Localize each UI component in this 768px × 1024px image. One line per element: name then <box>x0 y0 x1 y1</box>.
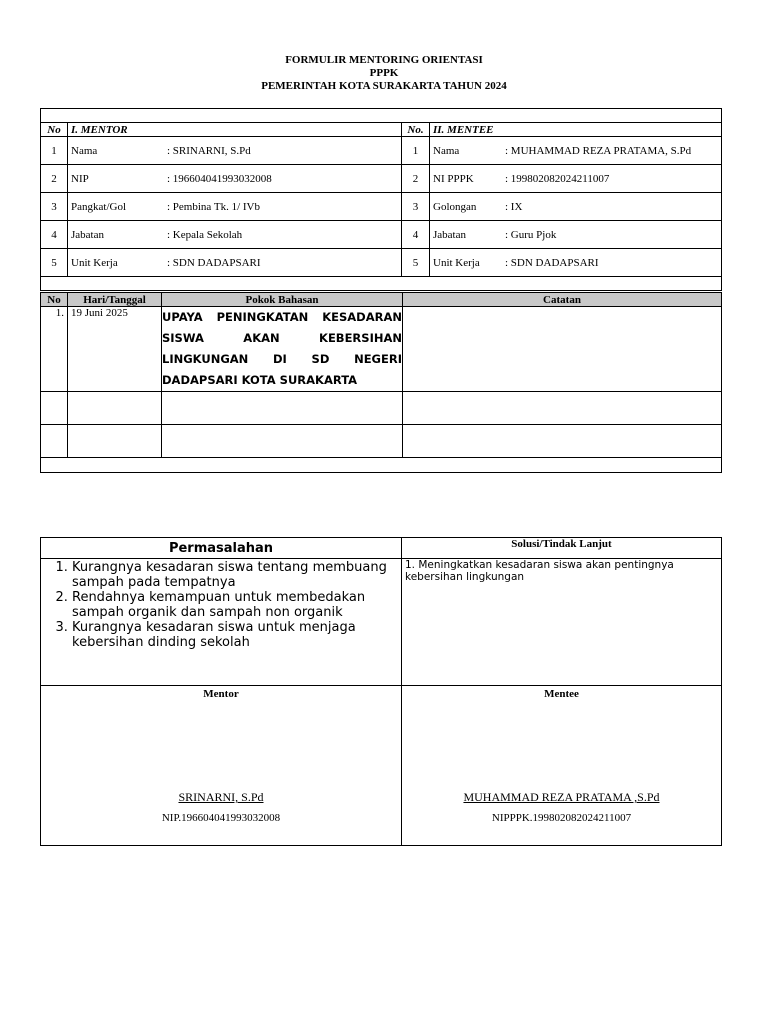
mentor-row-label: Pangkat/Gol <box>71 200 126 213</box>
activity-notes-header: Catatan <box>403 293 722 307</box>
identity-row <box>41 165 722 193</box>
title-line-3: PEMERINTAH KOTA SURAKARTA TAHUN 2024 <box>261 80 507 92</box>
identity-row <box>41 193 722 221</box>
problems-header: Permasalahan <box>41 538 402 559</box>
identity-row <box>41 221 722 249</box>
mentee-row-no: 5 <box>402 249 430 277</box>
mentor-row-no: 3 <box>41 193 68 221</box>
identity-table <box>40 108 722 291</box>
activity-header-row <box>41 293 722 307</box>
mentee-row-label: Nama <box>433 144 460 157</box>
activity-row-notes <box>403 307 722 392</box>
mentee-row-value: : MUHAMMAD REZA PRATAMA, S.Pd <box>505 144 692 157</box>
identity-header-row <box>41 123 722 137</box>
mentor-row-no: 1 <box>41 137 68 165</box>
mentee-row-label: Jabatan <box>433 228 466 241</box>
title-line-1: FORMULIR MENTORING ORIENTASI <box>285 54 483 66</box>
activity-topic-header: Pokok Bahasan <box>162 293 403 307</box>
mentor-row-label: Nama <box>71 144 98 157</box>
problems-list <box>44 560 398 650</box>
activity-footer-row <box>41 458 722 473</box>
solutions-header: Solusi/Tindak Lanjut <box>402 538 722 559</box>
mentor-row-value: : Pembina Tk. 1/ IVb <box>167 200 260 213</box>
mentor-row-no: 5 <box>41 249 68 277</box>
mentee-row-no: 1 <box>402 137 430 165</box>
problems-body-row <box>41 559 722 686</box>
identity-row <box>41 137 722 165</box>
mentee-row-no: 3 <box>402 193 430 221</box>
mentor-signature-name: SRINARNI, S.Pd <box>178 790 264 804</box>
mentee-row-value: : 199802082024211007 <box>505 172 610 185</box>
mentor-signature-role: Mentor <box>203 688 239 700</box>
mentor-row-value: : 196604041993032008 <box>167 172 272 185</box>
mentor-row-label: Jabatan <box>71 228 104 241</box>
mentee-signature-role: Mentee <box>544 688 579 700</box>
mentor-no-header: No <box>41 123 68 137</box>
mentor-row-label: NIP <box>71 172 89 185</box>
title-line-2: PPPK <box>369 67 399 79</box>
mentor-signature-nip: NIP.196604041993032008 <box>161 812 281 824</box>
signature-row <box>41 686 722 846</box>
mentor-row-no: 4 <box>41 221 68 249</box>
mentee-row-value: : Guru Pjok <box>505 228 557 241</box>
form-title <box>0 54 768 93</box>
mentor-row-value: : Kepala Sekolah <box>167 228 243 241</box>
mentor-row-no: 2 <box>41 165 68 193</box>
mentee-no-header: No. <box>402 123 430 137</box>
mentee-header: II. MENTEE <box>430 123 722 137</box>
mentee-row-no: 4 <box>402 221 430 249</box>
problem-item: 3. Kurangnya kesadaran siswa untuk menjaga kebersihan dinding sekolah <box>72 620 398 650</box>
solution-item: 1. Meningkatkan kesadaran siswa akan pentingnya kebersihan lingkungan <box>405 559 674 583</box>
problems-header-row <box>41 538 722 559</box>
problem-item: 1. Kurangnya kesadaran siswa tentang membuang sampah pada tempatnya <box>72 560 398 590</box>
identity-top-spacer <box>41 109 722 123</box>
mentor-row-label: Unit Kerja <box>71 256 118 269</box>
mentee-row-label: Golongan <box>433 200 477 213</box>
activity-row <box>41 307 722 392</box>
mentee-signature-name: MUHAMMAD REZA PRATAMA ,S.Pd <box>463 790 660 804</box>
problem-item: 2. Rendahnya kemampuan untuk membedakan sampah organik dan sampah non organik <box>72 590 398 620</box>
mentee-row-value: : SDN DADAPSARI <box>505 256 599 269</box>
identity-bottom-spacer <box>41 277 722 291</box>
mentee-row-label: NI PPPK <box>433 172 474 185</box>
mentor-header: I. MENTOR <box>68 123 402 137</box>
problems-solutions-table <box>40 537 722 846</box>
mentor-signature-cell <box>41 686 402 846</box>
mentor-row-value: : SRINARNI, S.Pd <box>167 144 251 157</box>
activity-no-header: No <box>41 293 68 307</box>
activity-empty-row <box>41 392 722 425</box>
activity-row-topic: UPAYA PENINGKATAN KESADARAN SISWA AKAN KEBERSIHAN LINGKUNGAN DI SD NEGERI DADAPSARI KOTA SURAKARTA <box>162 307 403 392</box>
mentee-row-no: 2 <box>402 165 430 193</box>
mentee-signature-cell <box>402 686 722 846</box>
mentee-signature-nip: NIPPPK.199802082024211007 <box>491 812 632 824</box>
mentor-row-value: : SDN DADAPSARI <box>167 256 261 269</box>
activity-date-header: Hari/Tanggal <box>68 293 162 307</box>
activity-empty-row <box>41 425 722 458</box>
identity-row <box>41 249 722 277</box>
activity-row-no: 1. <box>41 307 68 392</box>
activity-row-date: 19 Juni 2025 <box>68 307 162 392</box>
mentee-row-label: Unit Kerja <box>433 256 480 269</box>
mentee-row-value: : IX <box>505 200 523 213</box>
solutions-list <box>405 559 718 583</box>
activity-table <box>40 292 722 473</box>
